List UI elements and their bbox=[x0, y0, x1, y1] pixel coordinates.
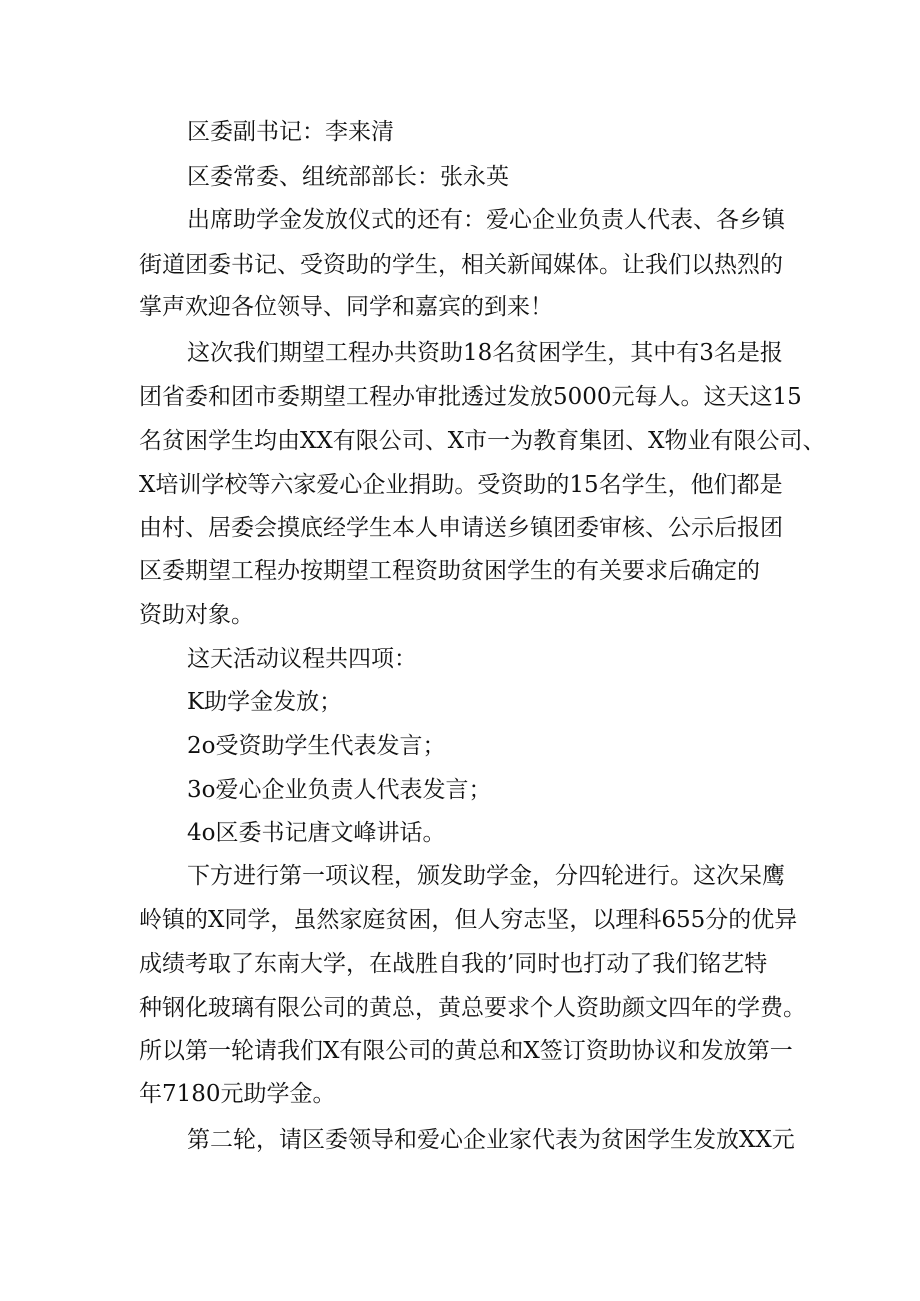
text-line: 名贫困学生均由XX有限公司、X市一为教育集团、X物业有限公司、 bbox=[139, 428, 826, 454]
text-line: 区委期望工程办按期望工程资助贫困学生的有关要求后确定的 bbox=[139, 558, 760, 584]
text-line: 3o爱心企业负责人代表发言； bbox=[187, 777, 492, 803]
text-line: 年7180元助学金。 bbox=[139, 1081, 336, 1107]
text-line: 资助对象。 bbox=[139, 602, 254, 628]
text-line: 由村、居委会摸底经学生本人申请送乡镇团委审核、公示后报团 bbox=[139, 515, 783, 541]
text-line: X培训学校等六家爱心企业捐助。受资助的15名学生，他们都是 bbox=[139, 472, 783, 498]
text-line: 所以第一轮请我们X有限公司的黄总和X签订资助协议和发放第一 bbox=[139, 1038, 793, 1064]
text-line: 成绩考取了东南大学，在战胜自我的’同时也打动了我们铭艺特 bbox=[139, 951, 768, 977]
text-line: 掌声欢迎各位领导、同学和嘉宾的到来！ bbox=[139, 294, 553, 320]
text-line: 出席助学金发放仪式的还有：爱心企业负责人代表、各乡镇 bbox=[187, 207, 785, 233]
text-line: 这天活动议程共四项： bbox=[187, 646, 417, 672]
text-line: 下方进行第一项议程，颁发助学金，分四轮进行。这次呆鹰 bbox=[187, 863, 785, 889]
text-line: 团省委和团市委期望工程办审批透过发放5000元每人。这天这15 bbox=[139, 384, 802, 410]
text-line: K助学金发放； bbox=[187, 689, 343, 715]
text-line: 种钢化玻璃有限公司的黄总，黄总要求个人资助颜文四年的学费。 bbox=[139, 995, 806, 1021]
text-line: 区委副书记：李来清 bbox=[187, 119, 394, 145]
text-line: 4o区委书记唐文峰讲话。 bbox=[187, 820, 446, 846]
text-line: 街道团委书记、受资助的学生，相关新闻媒体。让我们以热烈的 bbox=[139, 252, 783, 278]
text-line: 这次我们期望工程办共资助18名贫困学生，其中有3名是报 bbox=[187, 340, 783, 366]
text-line: 第二轮，请区委领导和爱心企业家代表为贫困学生发放XX元 bbox=[187, 1127, 795, 1153]
text-line: 岭镇的X同学，虽然家庭贫困，但人穷志坚，以理科655分的优异 bbox=[139, 907, 798, 933]
text-line: 2o受资助学生代表发言； bbox=[187, 733, 446, 759]
text-line: 区委常委、组统部部长：张永英 bbox=[187, 164, 509, 190]
